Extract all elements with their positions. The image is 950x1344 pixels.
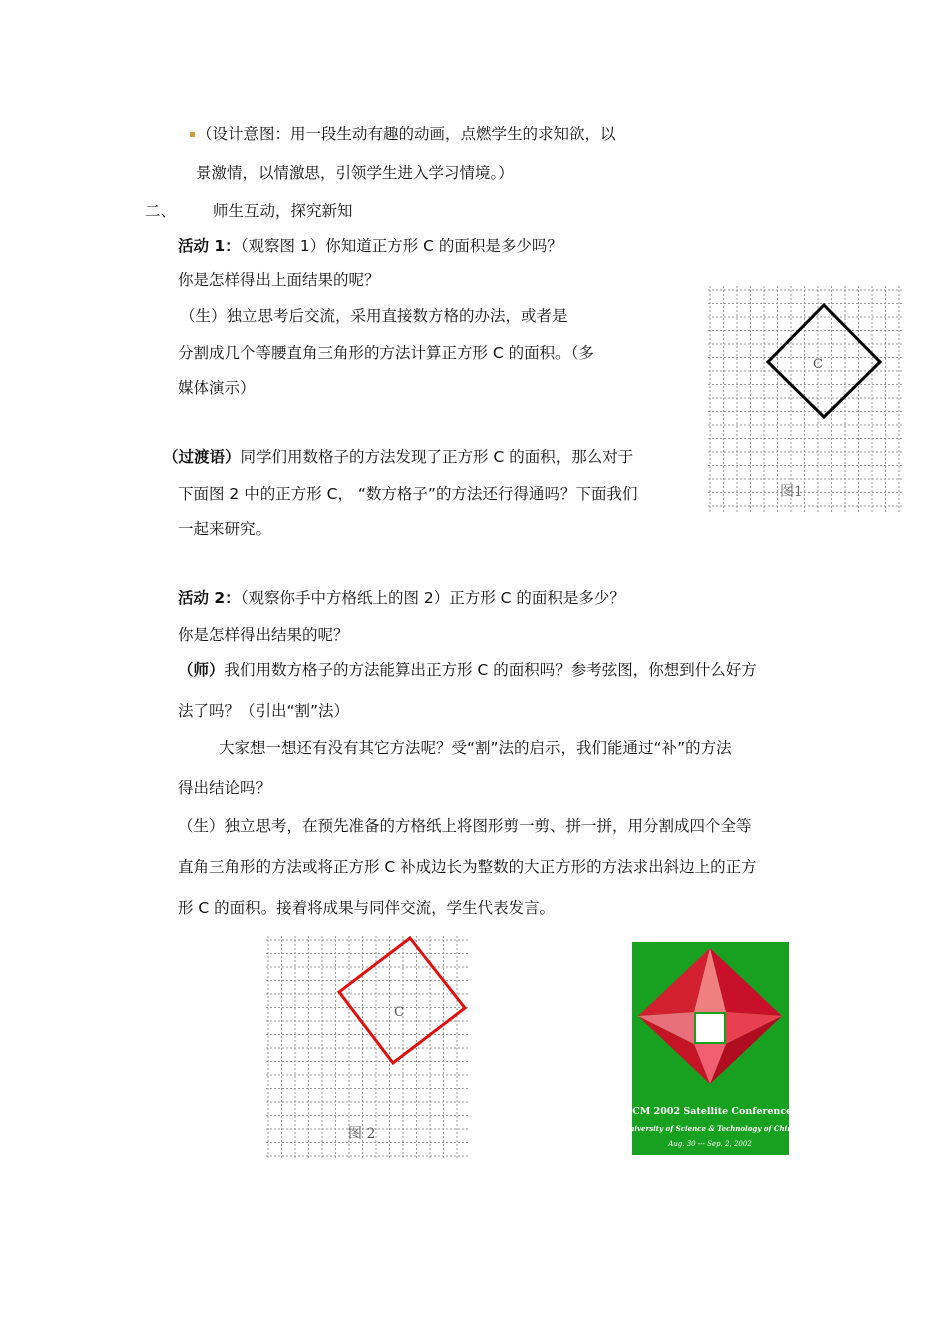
figure-2-graphic bbox=[266, 936, 468, 1158]
activity2-text: （观察你手中方格纸上的图 2）正方形 C 的面积是多少？ bbox=[240, 589, 625, 607]
transition-line-1 bbox=[163, 447, 633, 467]
center-square bbox=[696, 1014, 724, 1042]
activity1-line-2: 你是怎样得出上面结果的呢？ bbox=[178, 271, 380, 289]
activity1-line-5: 媒体演示） bbox=[178, 379, 256, 397]
activity2-line-2: 你是怎样得出结果的呢？ bbox=[178, 626, 349, 644]
activity2-line-1 bbox=[178, 588, 625, 608]
teacher-label: （师） bbox=[178, 661, 225, 679]
logo-graphic bbox=[632, 942, 789, 1155]
activity2-line-3 bbox=[178, 660, 757, 680]
intro-text-1: （设计意图：用一段生动有趣的动画，点燃学生的求知欲，以 bbox=[197, 125, 616, 143]
figure-caption: 图 2 bbox=[348, 1126, 376, 1142]
activity2-line-8: 直角三角形的方法或将正方形 C 补成边长为整数的大正方形的方法求出斜边上的正方 bbox=[178, 858, 757, 876]
transition-text: 同学们用数格子的方法发现了正方形 C 的面积，那么对于 bbox=[240, 448, 634, 466]
activity1-line-1 bbox=[178, 236, 563, 256]
transition-line-3: 一起来研究。 bbox=[178, 520, 272, 538]
square-c bbox=[768, 305, 880, 417]
activity1-line-3: （生）独立思考后交流，采用直接数方格的办法，或者是 bbox=[180, 307, 568, 325]
figure-2 bbox=[266, 936, 468, 1158]
activity2-line-6: 得出结论吗？ bbox=[178, 779, 272, 797]
transition-label: （过渡语） bbox=[163, 448, 241, 466]
figure-1-graphic bbox=[708, 286, 903, 514]
section-title: 师生互动，探究新知 bbox=[213, 202, 353, 220]
square-c bbox=[339, 938, 465, 1063]
section-number: 二、 bbox=[145, 202, 177, 220]
activity2-line-5: 大家想一想还有没有其它方法呢？受“割”法的启示，我们能通过“补”的方法 bbox=[219, 739, 732, 757]
activity2-line-9: 形 C 的面积。接着将成果与同伴交流，学生代表发言。 bbox=[178, 899, 556, 917]
activity1-label: 活动 1： bbox=[178, 237, 241, 255]
bullet-dot bbox=[190, 132, 195, 137]
activity2-line-4: 法了吗？（引出“割”法） bbox=[178, 702, 350, 720]
activity2-label: 活动 2： bbox=[178, 589, 241, 607]
square-label: C bbox=[394, 1005, 404, 1020]
square-label: C bbox=[813, 357, 823, 372]
logo-university: University of Science & Technology of China bbox=[632, 1124, 789, 1133]
teacher-text: 我们用数方格子的方法能算出正方形 C 的面积吗？参考弦图，你想到什么好方 bbox=[224, 661, 757, 679]
intro-line-1 bbox=[190, 124, 616, 144]
logo-dates: Aug. 30 --- Sep. 2, 2002 bbox=[668, 1140, 752, 1148]
figure-1 bbox=[708, 286, 903, 514]
figure-caption: 图1 bbox=[780, 484, 803, 500]
logo-title: ICM 2002 Satellite Conference bbox=[632, 1106, 789, 1117]
transition-line-2: 下面图 2 中的正方形 C， “数方格子”的方法还行得通吗？下面我们 bbox=[178, 485, 638, 503]
intro-line-2: 景激情，以情激思，引领学生进入学习情境。） bbox=[196, 164, 514, 182]
activity1-line-4: 分割成几个等腰直角三角形的方法计算正方形 C 的面积。（多 bbox=[178, 344, 594, 362]
activity1-text: （观察图 1）你知道正方形 C 的面积是多少吗？ bbox=[240, 237, 563, 255]
conference-logo bbox=[632, 942, 789, 1155]
activity2-line-7: （生）独立思考，在预先准备的方格纸上将图形剪一剪、拼一拼，用分割成四个全等 bbox=[178, 817, 752, 835]
